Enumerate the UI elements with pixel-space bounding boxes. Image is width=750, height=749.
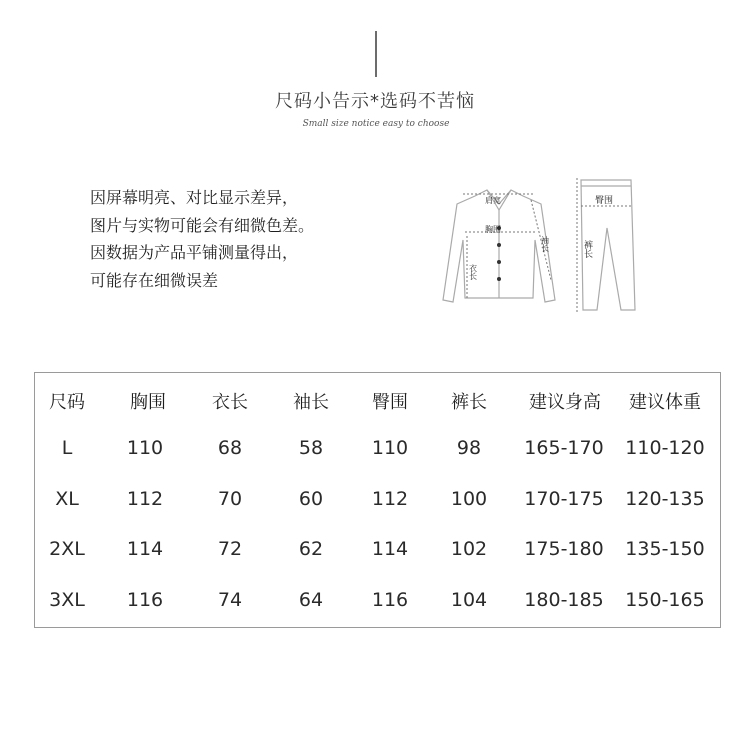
table-header-cell: 袖长 bbox=[293, 392, 329, 413]
table-cell: 110 bbox=[126, 437, 164, 459]
table-cell: 98 bbox=[456, 437, 482, 459]
sleeve-label: 袖长 bbox=[540, 236, 550, 252]
size-table bbox=[34, 372, 721, 628]
table-cell: 104 bbox=[450, 589, 488, 611]
table-cell: 64 bbox=[298, 589, 324, 611]
table-cell: 120-135 bbox=[625, 488, 705, 510]
table-row bbox=[35, 479, 720, 519]
table-cell: 58 bbox=[298, 437, 324, 459]
table-cell: 102 bbox=[450, 538, 488, 560]
table-row bbox=[35, 580, 720, 620]
table-header-cell: 胸围 bbox=[130, 392, 166, 413]
shoulder-label: 肩宽 bbox=[485, 196, 501, 205]
table-cell: 175-180 bbox=[524, 538, 604, 560]
shirt-measure-lines bbox=[463, 194, 551, 298]
table-cell: 112 bbox=[371, 488, 409, 510]
notice-text bbox=[90, 184, 314, 294]
table-cell: 110-120 bbox=[625, 437, 705, 459]
table-cell: 165-170 bbox=[524, 437, 604, 459]
table-row bbox=[35, 428, 720, 468]
table-cell: 62 bbox=[298, 538, 324, 560]
table-cell: 2XL bbox=[49, 538, 85, 560]
table-row bbox=[35, 529, 720, 569]
notice-line: 可能存在细微误差 bbox=[90, 270, 219, 290]
table-cell: 150-165 bbox=[625, 589, 705, 611]
hip-label: 臀围 bbox=[595, 196, 614, 206]
length-label: 衣长 bbox=[468, 264, 478, 280]
table-cell: 170-175 bbox=[524, 488, 604, 510]
notice-line: 图片与实物可能会有细微色差。 bbox=[90, 215, 315, 235]
table-header-row bbox=[35, 383, 720, 423]
table-cell: 72 bbox=[217, 538, 243, 560]
table-cell: 70 bbox=[217, 488, 243, 510]
table-cell: L bbox=[61, 437, 73, 459]
table-cell: XL bbox=[55, 488, 79, 510]
table-cell: 135-150 bbox=[625, 538, 705, 560]
page-subtitle: Small size notice easy to choose bbox=[302, 119, 450, 129]
table-cell: 114 bbox=[126, 538, 164, 560]
table-cell: 68 bbox=[217, 437, 243, 459]
table-cell: 112 bbox=[126, 488, 164, 510]
table-cell: 100 bbox=[450, 488, 488, 510]
page-title: 尺码小告示*选码不苦恼 bbox=[275, 91, 475, 112]
table-header-cell: 臀围 bbox=[372, 392, 408, 413]
table-cell: 116 bbox=[371, 589, 409, 611]
table-header-cell: 裤长 bbox=[451, 392, 487, 413]
table-header-cell: 尺码 bbox=[49, 392, 85, 413]
table-header-cell: 衣长 bbox=[212, 392, 248, 413]
notice-line: 因数据为产品平铺测量得出， bbox=[90, 243, 299, 262]
decorative-divider bbox=[375, 31, 377, 77]
table-header-cell: 建议体重 bbox=[629, 392, 701, 413]
table-cell: 180-185 bbox=[524, 589, 604, 611]
table-cell: 110 bbox=[371, 437, 409, 459]
table-cell: 74 bbox=[217, 589, 243, 611]
notice-line: 因屏幕明亮、对比显示差异， bbox=[90, 188, 299, 207]
table-cell: 3XL bbox=[49, 589, 85, 611]
chest-label: 胸围 bbox=[485, 225, 501, 234]
table-header-cell: 建议身高 bbox=[529, 392, 601, 413]
table-cell: 60 bbox=[298, 488, 324, 510]
garment-measurement-diagram bbox=[435, 170, 645, 320]
table-cell: 116 bbox=[126, 589, 164, 611]
pants-length-label: 裤长 bbox=[582, 240, 592, 258]
table-cell: 114 bbox=[371, 538, 409, 560]
